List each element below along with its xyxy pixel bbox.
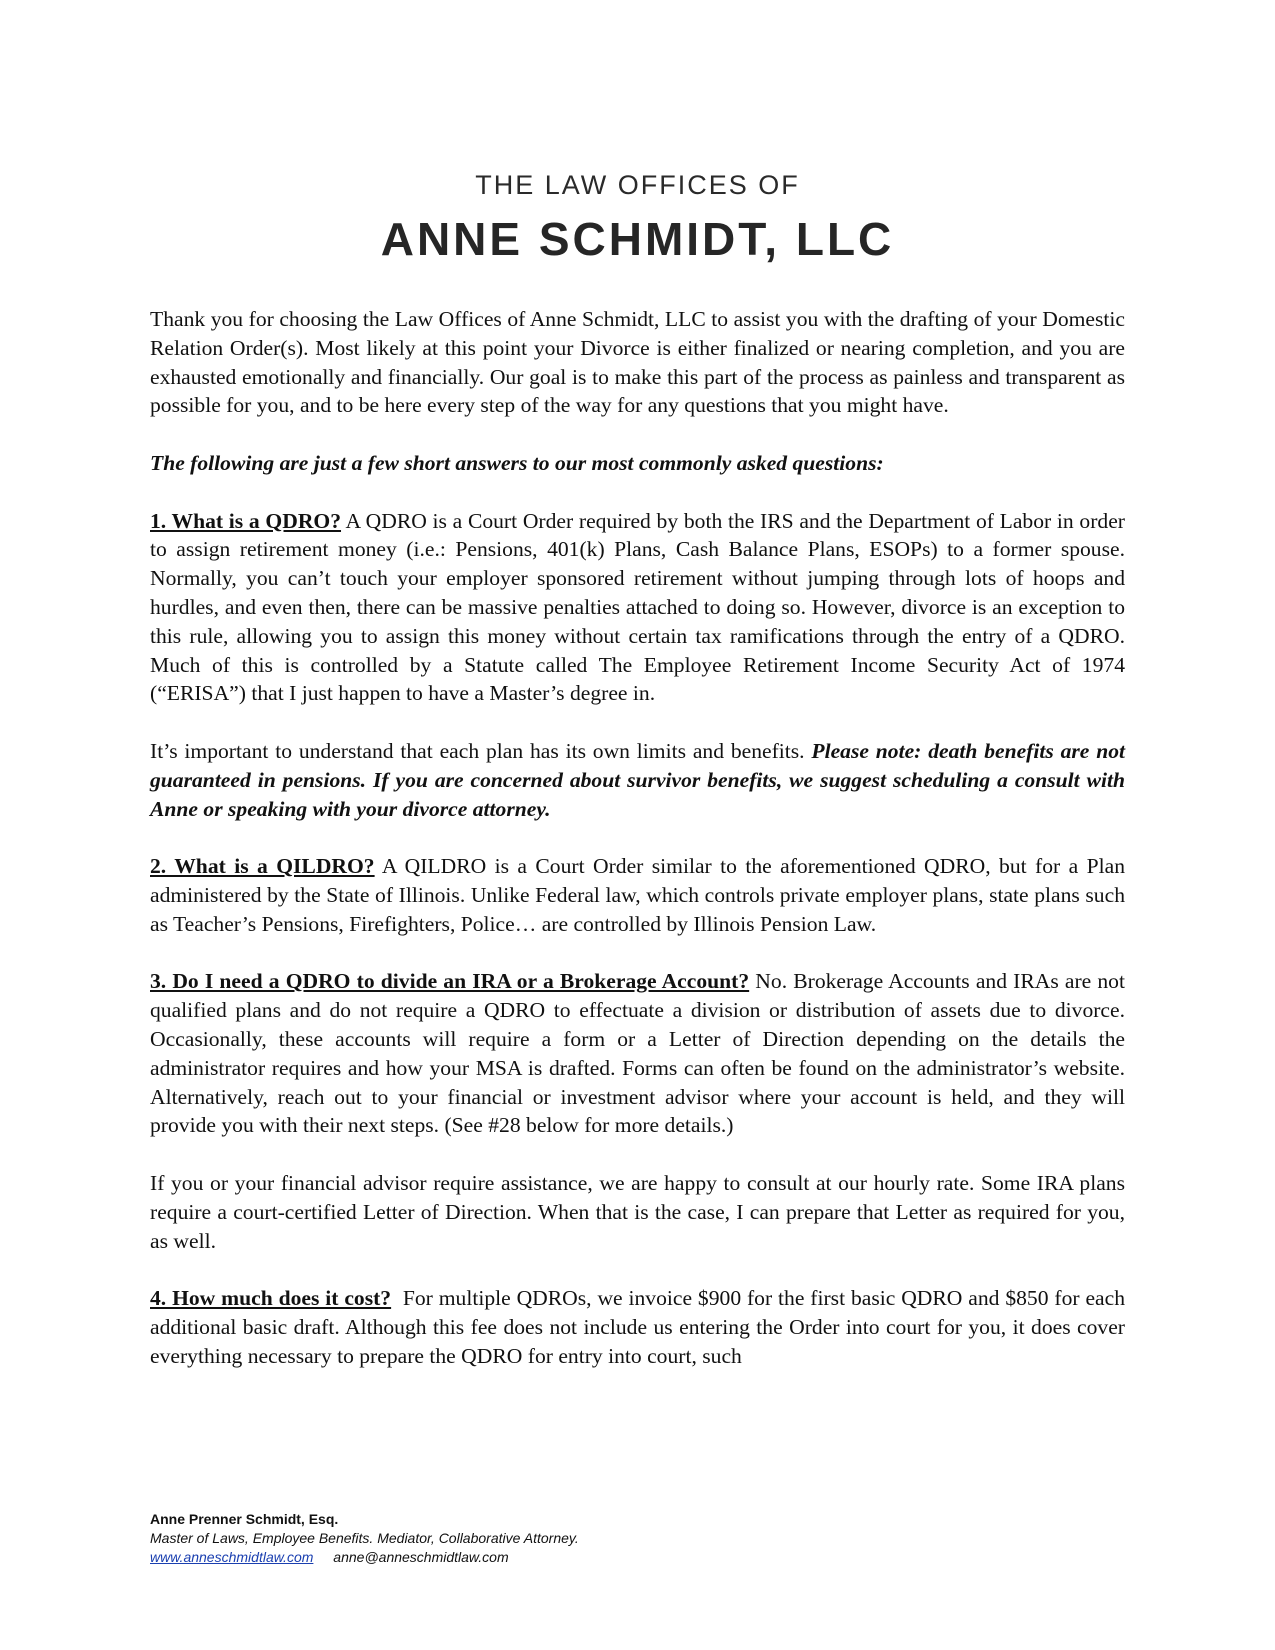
letterhead-line-1: THE LAW OFFICES OF bbox=[475, 170, 800, 200]
footer-credentials: Master of Laws, Employee Benefits. Mediator, Collaborative Attorney. bbox=[150, 1530, 579, 1546]
footer-contact bbox=[150, 1548, 579, 1567]
footer-attorney-name: Anne Prenner Schmidt, Esq. bbox=[150, 1511, 339, 1527]
footer-website-link[interactable]: www.anneschmidtlaw.com bbox=[150, 1549, 314, 1565]
faq-item-2-text: A QILDRO is a Court Order similar to the aforementioned QDRO, but for a Plan administered by the State of Illinois. Unlike Federal law, which controls private employer plans, state plans such as Teacher’s Pensions, Firefighters, Police… are controlled by Illinois Pension Law. bbox=[150, 854, 1125, 936]
faq-lead-in-text: The following are just a few short answers to our most commonly asked questions: bbox=[150, 450, 884, 475]
footer-email: anne@anneschmidtlaw.com bbox=[333, 1549, 509, 1565]
faq-item-1-heading: 1. What is a QDRO? bbox=[150, 508, 342, 533]
faq-item-3 bbox=[150, 967, 1125, 1140]
page-footer bbox=[150, 1510, 579, 1567]
faq-item-1-note-emphasis: Please note: death benefits are not guaranteed in pensions. If you are concerned about survivor benefits, we suggest scheduling a consult with Anne or speaking with your divorce attorney. bbox=[150, 738, 1126, 821]
faq-item-2-heading: 2. What is a QILDRO? bbox=[150, 854, 375, 879]
faq-item-4-text: For multiple QDROs, we invoice $900 for the first basic QDRO and $850 for each additional basic draft. Although this fee does not include us entering the Order into court for you, it does cover everything necessary to prepare the QDRO for entry into court, such bbox=[150, 1286, 1131, 1368]
faq-item-1-text: A QDRO is a Court Order required by both the IRS and the Department of Labor in order to assign retirement money (i.e.: Pensions, 401(k) Plans, Cash Balance Plans, ESOPs) to a former spouse. Normally, you can’t touch your employer sponsored retirement without jumping through lots of hoops and hurdles, and even then, there can be massive penalties attached to doing so. However, divorce is an exception to this rule, allowing you to assign this money without certain tax ramifications through the entry of a QDRO. Much of this is controlled by a Statute called The Employee Retirement Income Security Act of 1974 (“ERISA”) that I just happen to have a Master’s degree in. bbox=[150, 508, 1125, 706]
faq-item-4-heading: 4. How much does it cost? bbox=[150, 1286, 392, 1311]
faq-lead-in bbox=[150, 449, 1125, 478]
letter-body bbox=[150, 305, 1131, 1370]
faq-item-2 bbox=[150, 852, 1125, 938]
faq-item-1-note-text: It’s important to understand that each plan has its own limits and benefits. bbox=[150, 738, 812, 763]
faq-item-4 bbox=[150, 1284, 1131, 1370]
faq-item-1-note bbox=[150, 737, 1125, 823]
intro-paragraph: Thank you for choosing the Law Offices of Anne Schmidt, LLC to assist you with the drafting of your Domestic Relation Order(s). Most likely at this point your Divorce is either finalized or nearing completion, and you are exhausted emotionally and financially. Our goal is to make this part of the process as painless and transparent as possible for you, and to be here every step of the way for any questions that you might have. bbox=[150, 307, 1125, 418]
faq-item-3-text: No. Brokerage Accounts and IRAs are not qualified plans and do not require a QDRO to effectuate a division or distribution of assets due to divorce. Occasionally, these accounts will require a form or a Letter of Direction depending on the details the administrator requires and how your MSA is drafted. Forms can often be found on the administrator’s website. Alternatively, reach out to your financial or investment advisor where your account is held, and they will provide you with their next steps. (See #28 below for more details.) bbox=[150, 969, 1125, 1138]
letterhead-firm-name: ANNE SCHMIDT, LLC bbox=[380, 213, 895, 265]
faq-item-3-followup: If you or your financial advisor require assistance, we are happy to consult at our hourly rate. Some IRA plans require a court-certified Letter of Direction. When that is the case, I can prepare that Letter as required for you, as well. bbox=[150, 1170, 1125, 1253]
faq-item-3-heading: 3. Do I need a QDRO to divide an IRA or a Brokerage Account? bbox=[150, 969, 750, 994]
faq-item-1 bbox=[150, 507, 1125, 709]
